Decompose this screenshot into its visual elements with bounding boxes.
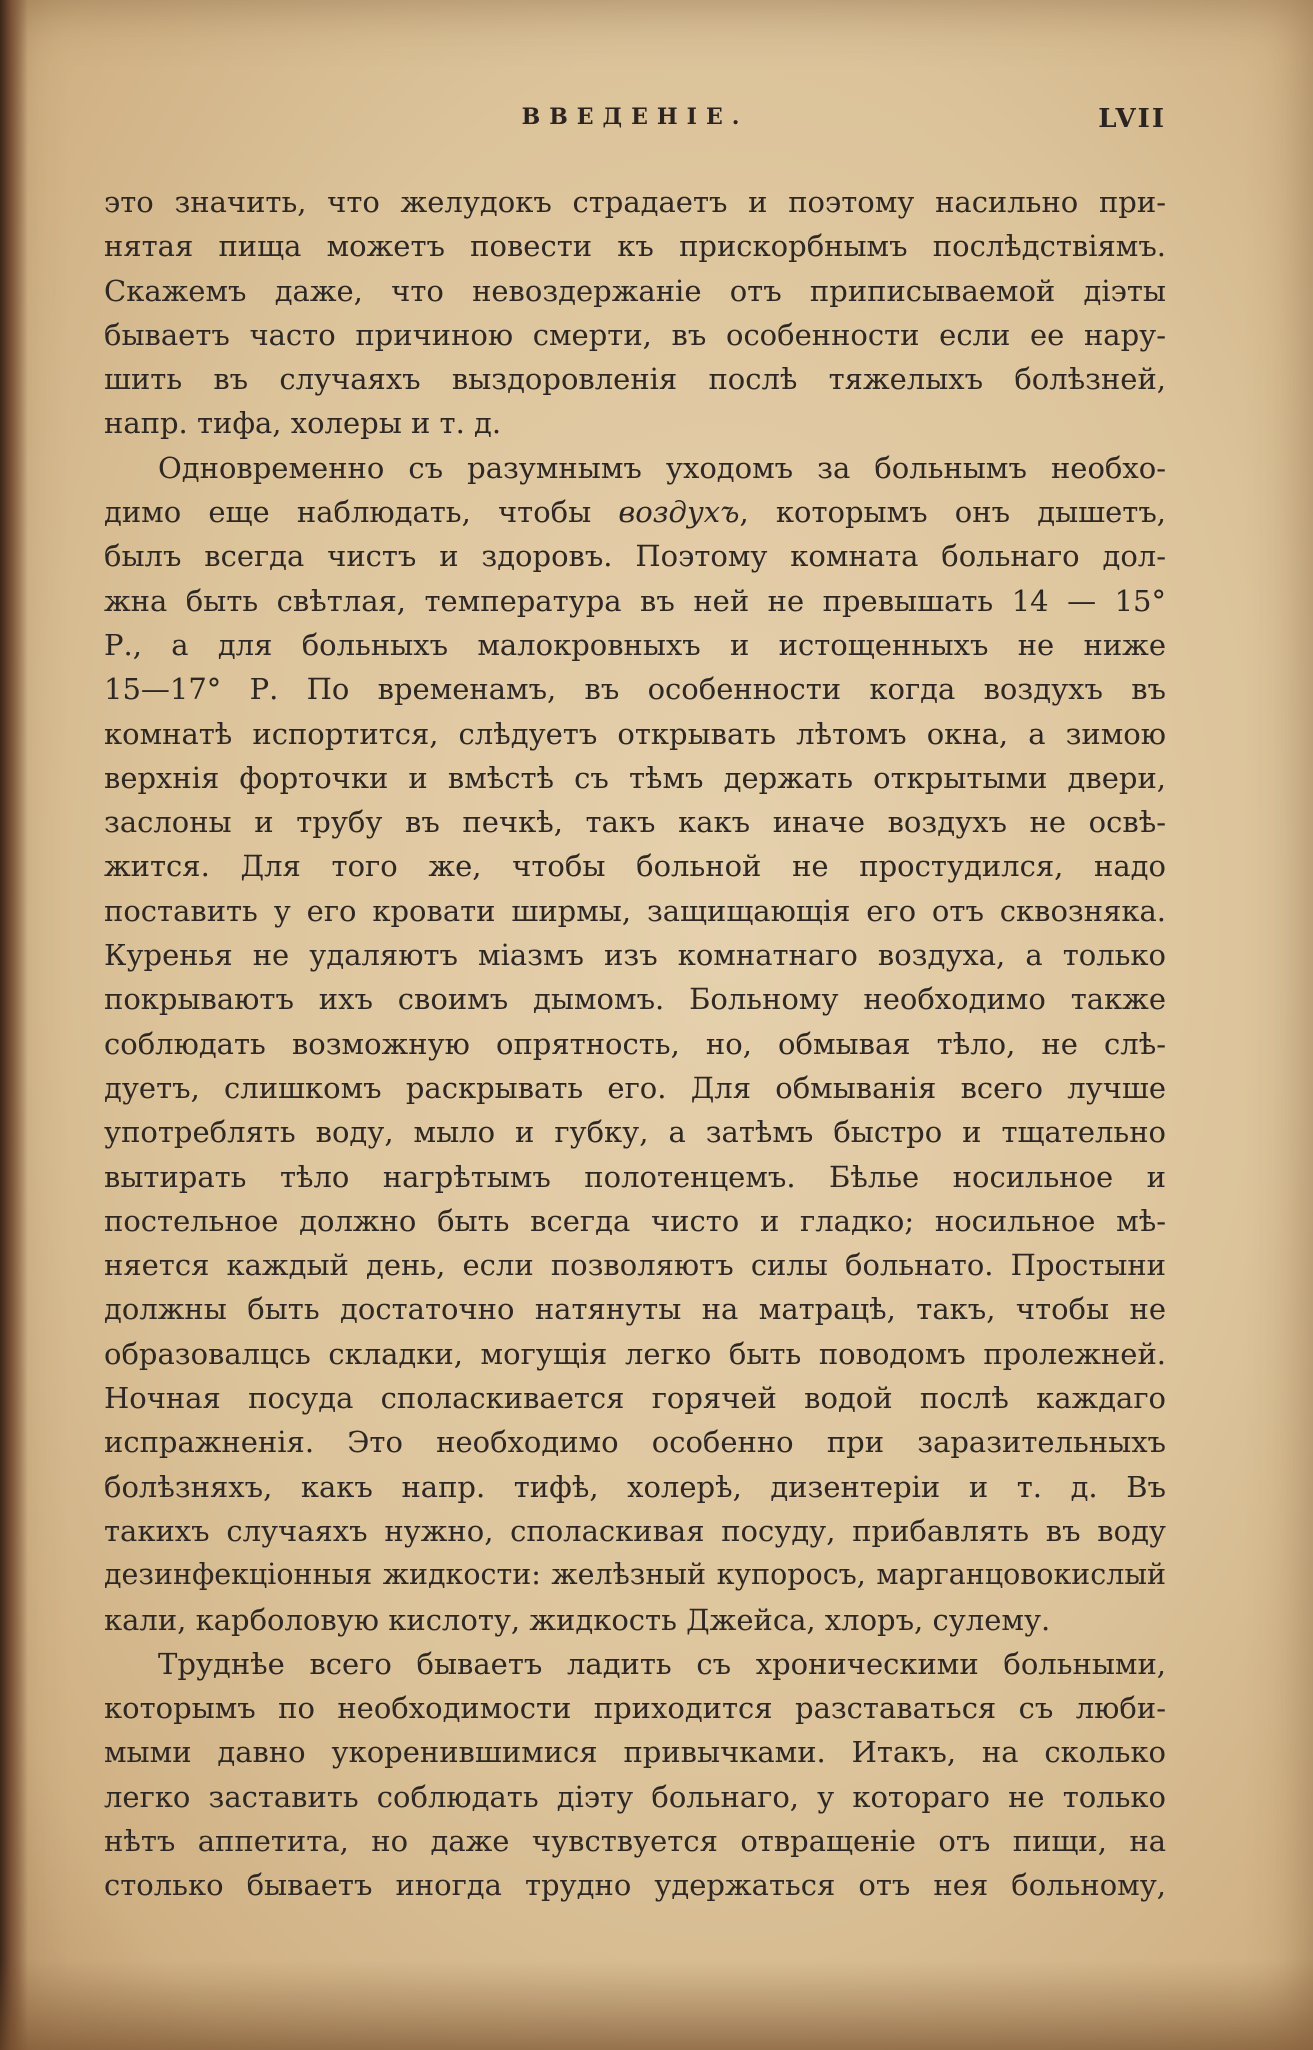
page-header	[104, 104, 1166, 144]
text-line: такихъ случаяхъ нужно, споласкивая посуду, прибавлять въ воду	[104, 1513, 1166, 1548]
text-line: вытирать тѣло нагрѣтымъ полотенцемъ. Бѣлье носильное и	[104, 1159, 1166, 1194]
text-line: Ночная посуда споласкивается горячей водой послѣ каждаго	[104, 1381, 1166, 1416]
text-line: верхнiя форточки и вмѣстѣ съ тѣмъ держать открытыми двери,	[104, 760, 1166, 795]
text-line: постельное должно быть всегда чисто и гладко; носильное мѣ-	[104, 1203, 1166, 1238]
text-segment: димо еще наблюдать, чтобы	[104, 495, 619, 530]
text-line: бываетъ часто причиною смерти, въ особенности если ее нару-	[104, 317, 1166, 352]
text-line: заслоны и трубу въ печкѣ, такъ какъ иначе воздухъ не освѣ-	[104, 805, 1166, 840]
page-binding-shadow	[0, 0, 28, 2050]
text-line: столько бываетъ иногда трудно удержаться отъ нея больному,	[104, 1868, 1166, 1903]
text-line: Одновременно съ разумнымъ уходомъ за больнымъ необхо-	[158, 450, 1166, 485]
text-line: Куренья не удаляютъ мiазмъ изъ комнатнаго воздуха, а только	[104, 938, 1166, 973]
text-line: покрываютъ ихъ своимъ дымомъ. Больному необходимо также	[104, 982, 1166, 1017]
text-line: употреблять воду, мыло и губку, а затѣмъ быстро и тщательно	[104, 1115, 1166, 1150]
text-line: которымъ по необходимости приходится разставаться съ люби-	[104, 1691, 1166, 1726]
text-line: нѣтъ аппетита, но даже чувствуется отвращенiе отъ пищи, на	[104, 1823, 1166, 1858]
text-line: напр. тифа, холеры и т. д.	[104, 406, 502, 441]
text-line: няется каждый день, если позволяютъ силы больнато. Простыни	[104, 1248, 1166, 1283]
text-line: должны быть достаточно натянуты на матрацѣ, такъ, чтобы не	[104, 1292, 1166, 1327]
text-line: легко заставить соблюдать дiэту больнаго, у котораго не только	[104, 1779, 1166, 1814]
text-line: шить въ случаяхъ выздоровленiя послѣ тяжелыхъ болѣзней,	[104, 362, 1166, 397]
text-segment: , которымъ онъ дышетъ,	[739, 495, 1166, 530]
page-bottom-shading	[0, 1960, 1313, 2050]
text-line: испражненiя. Это необходимо особенно при заразительныхъ	[104, 1425, 1166, 1460]
text-line: жна быть свѣтлая, температура въ ней не превышать 14 — 15°	[104, 583, 1166, 618]
text-line: Р., а для больныхъ малокровныхъ и истощенныхъ не ниже	[104, 627, 1166, 662]
text-line: комнатѣ испортится, слѣдуетъ открывать лѣтомъ окна, а зимою	[104, 716, 1166, 751]
text-line: жится. Для того же, чтобы больной не простудился, надо	[104, 849, 1166, 884]
text-line: дезинфекцiонныя жидкости: желѣзный купоросъ, марганцовокислый	[104, 1558, 1166, 1592]
text-line: Скажемъ даже, что невоздержанiе отъ приписываемой дiэты	[104, 273, 1166, 308]
text-line: болѣзняхъ, какъ напр. тифѣ, холерѣ, дизентерiи и т. д. Въ	[104, 1469, 1166, 1504]
text-line: кали, карболовую кислоту, жидкость Джейса, хлоръ, сулему.	[104, 1602, 1051, 1637]
running-title: ВВЕДЕНIЕ.	[521, 104, 749, 130]
text-line	[104, 490, 1166, 534]
text-line: образовалцсь складки, могущiя легко быть поводомъ пролежней.	[104, 1336, 1166, 1371]
text-line: соблюдать возможную опрятность, но, обмывая тѣло, не слѣ-	[104, 1026, 1166, 1061]
text-line: былъ всегда чистъ и здоровъ. Поэтому комната больнаго дол-	[104, 539, 1166, 574]
text-line: дуетъ, слишкомъ раскрывать его. Для обмыванiя всего лучше	[104, 1070, 1166, 1105]
text-line: это значить, что желудокъ страдаетъ и поэтому насильно при-	[104, 185, 1166, 219]
page-number: LVII	[1098, 104, 1166, 134]
body-text	[104, 180, 1166, 1908]
text-line: 15—17° Р. По временамъ, въ особенности когда воздухъ въ	[104, 672, 1166, 707]
text-line: поставить у его кровати ширмы, защищающiя его отъ сквозняка.	[104, 893, 1166, 928]
text-line: нятая пища можетъ повести къ прискорбнымъ послѣдствiямъ.	[104, 229, 1166, 264]
italic-word: воздухъ	[618, 495, 740, 530]
text-line: мыми давно укоренившимися привычками. Итакъ, на сколько	[104, 1735, 1166, 1770]
text-line: Труднѣе всего бываетъ ладить съ хроническими больными,	[158, 1646, 1166, 1681]
